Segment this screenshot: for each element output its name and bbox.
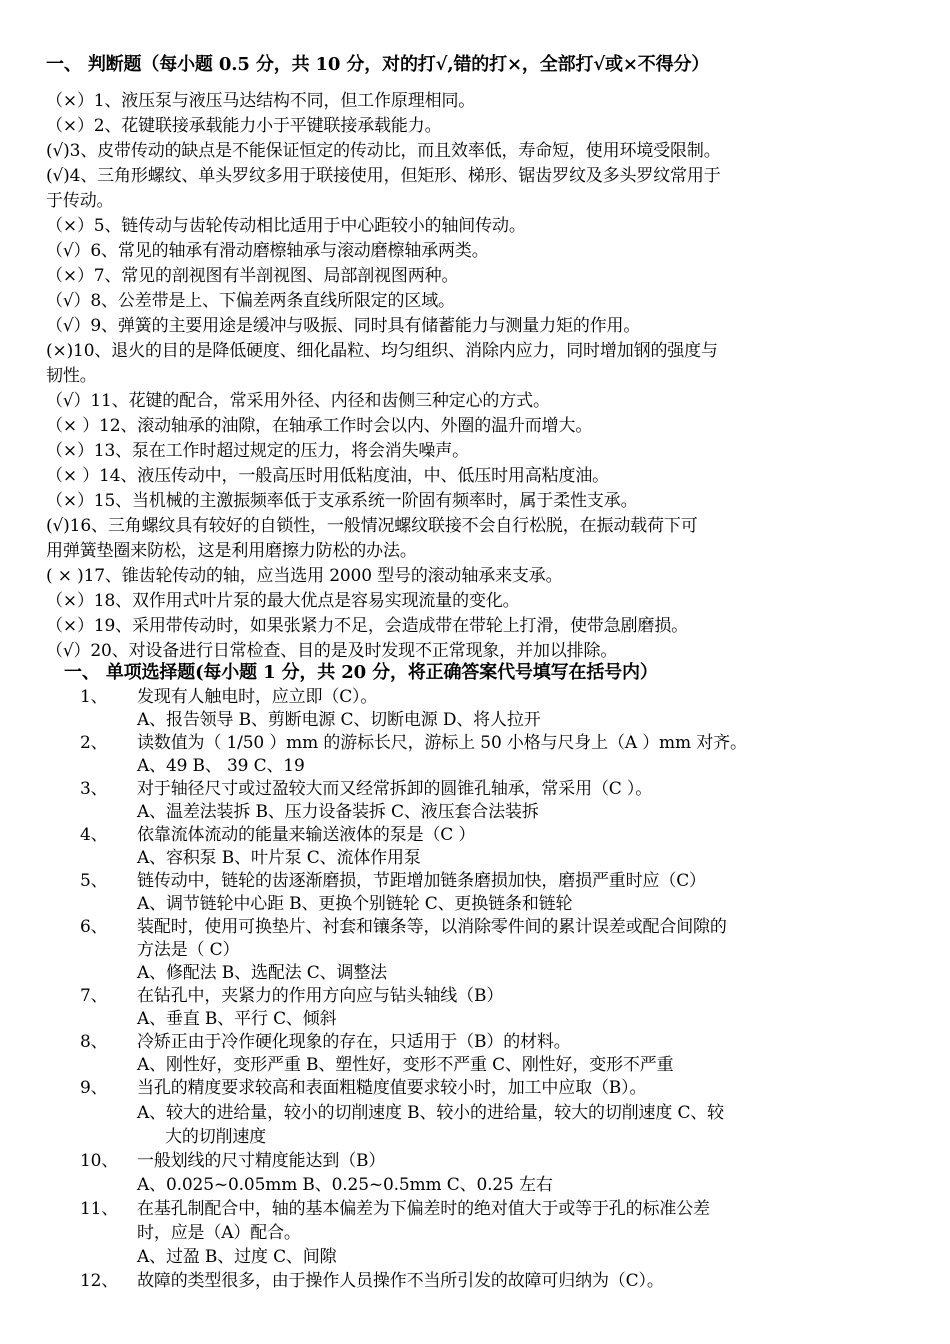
question-text: 在基孔制配合中，轴的基本偏差为下偏差时的绝对值大于或等于孔的标准公差	[137, 1199, 710, 1219]
tf-item-5: （×）5、链传动与齿轮传动相比适用于中心距较小的轴间传动。	[46, 216, 526, 236]
question-number: 6、	[80, 917, 108, 937]
section2-heading: 一、 单项选择题(每小题 1 分，共 20 分，将正确答案代号填写在括号内）	[64, 662, 658, 683]
question-number: 2、	[80, 733, 108, 753]
answer-options: A、调节链轮中心距 B、更换个别链轮 C、更换链条和链轮	[137, 894, 573, 914]
question-number: 11、	[80, 1199, 119, 1219]
answer-options: A、0.025~0.05mm B、0.25~0.5mm C、0.25 左右	[137, 1175, 553, 1195]
tf-item-18: （×）18、双作用式叶片泵的最大优点是容易实现流量的变化。	[46, 591, 520, 611]
answer-options: A、修配法 B、选配法 C、调整法	[137, 963, 388, 983]
tf-item-8: （√）8、公差带是上、下偏差两条直线所限定的区域。	[46, 291, 455, 311]
tf-item-9: （√）9、弹簧的主要用途是缓冲与吸振、同时具有储蓄能力与测量力矩的作用。	[46, 316, 641, 336]
tf-item-16: (√)16、三角螺纹具有较好的自锁性，一般情况螺纹联接不会自行松脱，在振动载荷下可	[46, 516, 698, 536]
answer-options: A、较大的进给量，较小的切削速度 B、较小的进给量，较大的切削速度 C、较	[137, 1103, 725, 1123]
question-number: 12、	[80, 1271, 119, 1291]
answer-options: A、温差法装拆 B、压力设备装拆 C、液压套合法装拆	[137, 802, 539, 822]
tf-item-16-cont: 用弹簧垫圈来防松，这是利用磨擦力防松的办法。	[46, 541, 417, 561]
question-text: 当孔的精度要求较高和表面粗糙度值要求较小时，加工中应取（B）。	[137, 1078, 647, 1098]
section1-heading: 一、 判断题（每小题 0.5 分，共 10 分，对的打√,错的打×，全部打√或×不得分）	[46, 54, 710, 75]
answer-options: A、过盈 B、过度 C、间隙	[137, 1247, 337, 1267]
answer-options: A、垂直 B、平行 C、倾斜	[137, 1009, 337, 1029]
answer-options: A、刚性好，变形严重 B、塑性好，变形不严重 C、刚性好，变形不严重	[137, 1055, 674, 1075]
question-text: 装配时，使用可换垫片、衬套和镶条等，以消除零件间的累计误差或配合间隙的	[137, 917, 727, 937]
tf-item-10-cont: 韧性。	[46, 366, 97, 386]
question-number: 3、	[80, 779, 108, 799]
tf-item-13: （×）13、泵在工作时超过规定的压力，将会消失噪声。	[46, 441, 469, 461]
question-number: 5、	[80, 871, 108, 891]
question-number: 10、	[80, 1151, 119, 1171]
answer-options: A、报告领导 B、剪断电源 C、切断电源 D、将人拉开	[137, 710, 541, 730]
tf-item-4-cont: 于传动。	[46, 191, 114, 211]
question-text: 对于轴径尺寸或过盈较大而又经常拆卸的圆锥孔轴承，常采用（C ）。	[137, 779, 653, 799]
tf-item-12: （× ）12、滚动轴承的油隙，在轴承工作时会以内、外圈的温升而增大。	[46, 416, 593, 436]
answer-options: A、容积泵 B、叶片泵 C、流体作用泵	[137, 848, 421, 868]
question-text: 在钻孔中，夹紧力的作用方向应与钻头轴线（B）	[137, 986, 504, 1006]
question-number: 7、	[80, 986, 108, 1006]
question-text: 发现有人触电时，应立即（C）。	[137, 687, 378, 707]
question-number: 9、	[80, 1078, 108, 1098]
tf-item-20: （√）20、对设备进行日常检查、目的是及时发现不正常现象，并加以排除。	[46, 641, 618, 661]
tf-item-14: （× ）14、液压传动中，一般高压时用低粘度油，中、低压时用高粘度油。	[46, 466, 610, 486]
tf-item-7: （×）7、常见的剖视图有半剖视图、局部剖视图两种。	[46, 266, 459, 286]
tf-item-11: （√）11、花键的配合，常采用外径、内径和齿侧三种定心的方式。	[46, 391, 550, 411]
question-text: 冷矫正由于冷作硬化现象的存在，只适用于（B）的材料。	[137, 1032, 571, 1052]
tf-item-4: (√)4、三角形螺纹、单头罗纹多用于联接使用，但矩形、梯形、锯齿罗纹及多头罗纹常用于	[46, 166, 721, 186]
tf-item-17: ( × )17、锥齿轮传动的轴，应当选用 2000 型号的滚动轴承来支承。	[46, 566, 563, 586]
answer-options: A、49 B、 39 C、19	[137, 756, 305, 776]
question-text: 故障的类型很多，由于操作人员操作不当所引发的故障可归纳为（C）。	[137, 1271, 664, 1291]
question-text: 链传动中，链轮的齿逐渐磨损，节距增加链条磨损加快，磨损严重时应（C）	[137, 871, 706, 891]
tf-item-6: （√）6、常见的轴承有滑动磨檫轴承与滚动磨檫轴承两类。	[46, 241, 489, 261]
question-text: 读数值为（ 1/50 ）mm 的游标长尺，游标上 50 小格与尺身上（A ）mm 对齐。	[137, 733, 747, 753]
tf-item-15: （×）15、当机械的主激振频率低于支承系统一阶固有频率时，属于柔性支承。	[46, 491, 638, 511]
tf-item-3: (√)3、皮带传动的缺点是不能保证恒定的传动比，而且效率低，寿命短，使用环境受限制。	[46, 141, 721, 161]
question-text: 一般划线的尺寸精度能达到（B）	[137, 1151, 386, 1171]
question-number: 4、	[80, 825, 108, 845]
question-number: 8、	[80, 1032, 108, 1052]
tf-item-2: （×）2、花键联接承载能力小于平键联接承载能力。	[46, 116, 442, 136]
question-text: 时，应是（A）配合。	[137, 1223, 301, 1243]
question-number: 1、	[80, 687, 108, 707]
question-text: 方法是（ C）	[137, 940, 240, 960]
question-text: 依靠流体流动的能量来输送液体的泵是（C ）	[137, 825, 476, 845]
answer-options: 大的切削速度	[165, 1127, 267, 1147]
tf-item-1: （×）1、液压泵与液压马达结构不同，但工作原理相同。	[46, 91, 476, 111]
tf-item-19: （×）19、采用带传动时，如果张紧力不足，会造成带在带轮上打滑，使带急剧磨损。	[46, 616, 689, 636]
tf-item-10: (×)10、退火的目的是降低硬度、细化晶粒、均匀组织、消除内应力，同时增加钢的强度与	[46, 341, 718, 361]
